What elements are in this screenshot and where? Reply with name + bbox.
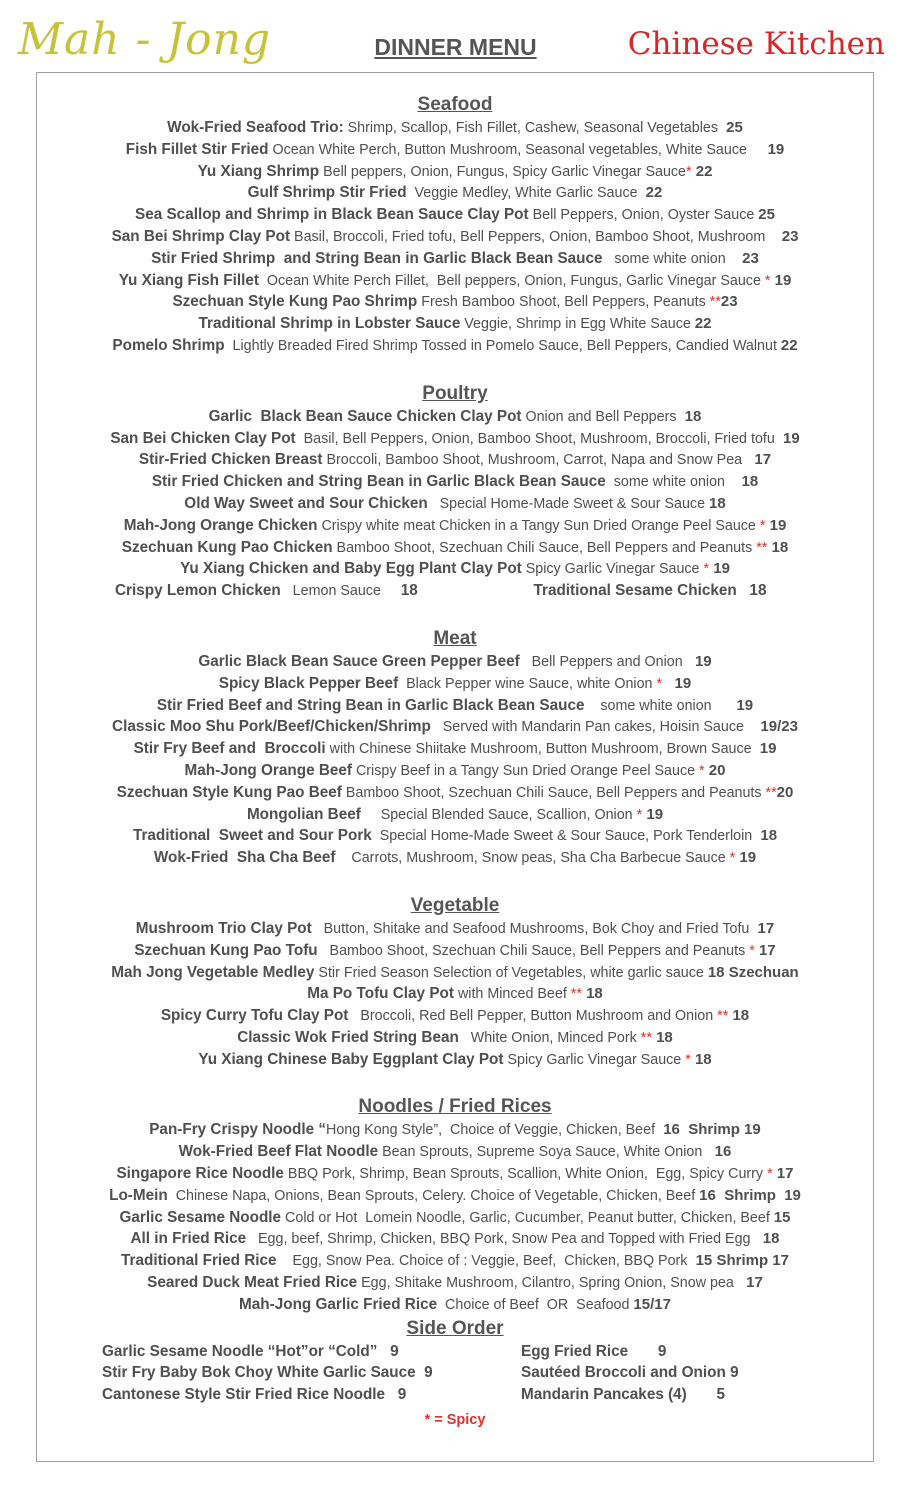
section-0 <box>40 92 870 357</box>
side-order-item: Stir Fry Baby Bok Choy White Garlic Sauce 9 <box>102 1364 433 1382</box>
item-name: Wok-Fried Beef Flat Noodle <box>178 1143 379 1161</box>
menu-item <box>40 291 870 313</box>
item-name: Mushroom Trio Clay Pot <box>135 919 312 937</box>
section-title: Poultry <box>422 382 488 404</box>
menu-item <box>40 847 870 869</box>
side-order-row <box>40 1341 870 1363</box>
menu-item <box>40 117 870 139</box>
menu-item <box>40 695 870 717</box>
item-price: 17 <box>746 451 772 469</box>
menu-item <box>40 1141 870 1163</box>
item-description: Button, Shitake and Seafood Mushrooms, Bok Choy and Fried Tofu <box>311 920 754 937</box>
item-name: Mongolian Beef <box>246 805 361 823</box>
item-name: Spicy Black Pepper Beef <box>218 674 399 692</box>
item-description: Bamboo Shoot, Szechuan Chili Sauce, Bell Peppers and Peanuts <box>332 539 757 556</box>
spicy-marker: * <box>636 806 643 823</box>
spicy-marker: ** <box>756 539 768 556</box>
item-description: Special Home-Made Sweet & Sour Sauce <box>427 495 709 512</box>
item-description: Choice of Beef OR Seafood <box>437 1296 634 1313</box>
section-2 <box>40 626 870 869</box>
menu-item <box>40 1027 870 1049</box>
menu-item <box>40 782 870 804</box>
item-name: Traditional Shrimp in Lobster Sauce <box>198 315 461 333</box>
side-order-row <box>40 1384 870 1406</box>
menu-item <box>40 182 870 204</box>
menu-item <box>40 471 870 493</box>
item-price: 18 Szechuan <box>707 963 799 981</box>
menu-item <box>40 1272 870 1294</box>
menu-item <box>40 962 870 984</box>
item-name: Seared Duck Meat Fried Rice <box>147 1274 358 1292</box>
item-price: 23 <box>729 249 759 267</box>
item-price: 18 <box>690 1050 712 1068</box>
menu-item <box>40 804 870 826</box>
item-price: 17 <box>772 1165 794 1183</box>
spicy-legend: * = Spicy <box>424 1412 486 1429</box>
item-name: Stir Fried Shrimp and String Bean in Garlic Black Bean Sauce <box>151 249 603 267</box>
item-description: Egg, beef, Shrimp, Chicken, BBQ Pork, Snow Pea and Topped with Fried Egg <box>246 1231 755 1248</box>
item-description: Egg, Snow Pea. Choice of : Veggie, Beef, Chicken, BBQ Pork <box>276 1253 692 1270</box>
item-price: 22 <box>780 336 798 354</box>
item-price: 19/23 <box>747 718 798 736</box>
item-price: 19 <box>778 429 800 447</box>
item-name: Garlic Sesame Noodle <box>119 1208 282 1226</box>
item-description: Basil, Broccoli, Fried tofu, Bell Peppers, Onion, Bamboo Shoot, Mushroom <box>290 228 770 245</box>
spicy-marker: * <box>749 942 755 959</box>
item-price: 25 <box>758 206 775 224</box>
item-name: Mah Jong Vegetable Medley <box>111 963 315 981</box>
menu-item <box>40 406 870 428</box>
item-name: Lo-Mein <box>109 1186 168 1204</box>
section-title: Meat <box>433 627 477 649</box>
menu-item <box>40 580 452 602</box>
item-description: Broccoli, Red Bell Pepper, Button Mushroom and Onion <box>348 1008 718 1025</box>
logo-chinese-kitchen: Chinese Kitchen <box>627 26 885 62</box>
item-name: San Bei Shrimp Clay Pot <box>111 227 291 245</box>
menu-item <box>40 1005 870 1027</box>
item-price: 16 Shrimp 19 <box>699 1186 801 1204</box>
section-title: Vegetable <box>410 894 500 916</box>
item-name: Stir Fried Beef and String Bean in Garlic Black Bean Sauce <box>156 696 585 714</box>
spicy-marker: * <box>764 272 771 289</box>
item-name: Pomelo Shrimp <box>112 336 225 354</box>
item-description: Onion and Bell Peppers <box>521 408 681 425</box>
spicy-marker: * <box>685 1051 691 1068</box>
item-name: Pan-Fry Crispy Noodle “ <box>149 1121 327 1139</box>
item-description: Bell Peppers, Onion, Oyster Sauce <box>528 207 759 224</box>
item-price: 18 <box>680 407 702 425</box>
item-price: 18 <box>581 985 603 1003</box>
item-price: 15/17 <box>633 1295 671 1313</box>
spicy-marker: ** <box>765 784 777 801</box>
menu-item <box>40 515 870 537</box>
item-name: Classic Wok Fried String Bean <box>237 1028 459 1046</box>
item-price: 19 <box>750 140 785 158</box>
item-description: Bell Peppers and Onion <box>519 653 687 670</box>
section-title: Noodles / Fried Rices <box>358 1096 552 1118</box>
item-description: Ocean White Perch, Button Mushroom, Seasonal vegetables, White Sauce <box>268 141 751 158</box>
item-price: 18 <box>767 538 789 556</box>
item-description: Shrimp, Scallop, Fish Fillet, Cashew, Seasonal Vegetables <box>343 120 722 136</box>
item-name: Gulf Shrimp Stir Fried <box>247 184 407 202</box>
item-description: Basil, Bell Peppers, Onion, Bamboo Shoot, Mushroom, Broccoli, Fried tofu <box>295 430 779 447</box>
item-name: Yu Xiang Shrimp <box>197 162 320 180</box>
item-name: Wok-Fried Seafood Trio: <box>167 119 344 136</box>
item-name: Mah-Jong Orange Beef <box>184 761 352 779</box>
spicy-marker: * <box>767 1166 773 1183</box>
page-title: DINNER MENU <box>374 34 537 60</box>
spicy-marker: ** <box>640 1029 652 1046</box>
item-price: 18 <box>728 1007 750 1025</box>
item-name: Sea Scallop and Shrimp in Black Bean Sauce Clay Pot <box>135 206 529 224</box>
side-order-item: Cantonese Style Stir Fried Rice Noodle 9 <box>102 1386 407 1404</box>
menu-item <box>40 537 870 559</box>
menu-item <box>40 1185 870 1207</box>
section-title: Side Order <box>406 1317 504 1339</box>
item-description: Lightly Breaded Fired Shrimp Tossed in Pomelo Sauce, Bell Peppers, Candied Walnut <box>224 337 781 354</box>
item-description: with Chinese Shiitake Mushroom, Button Mushroom, Brown Sauce <box>325 741 756 758</box>
item-price: 15 Shrimp 17 <box>691 1252 789 1270</box>
item-name: Stir Fried Chicken and String Bean in Garlic Black Bean Sauce <box>151 473 606 491</box>
item-description: Chinese Napa, Onions, Bean Sprouts, Celery. Choice of Vegetable, Chicken, Beef <box>167 1187 700 1204</box>
menu-item <box>40 760 870 782</box>
item-price: 19 <box>662 674 692 692</box>
item-price: 19 <box>686 652 712 670</box>
item-price: 17 <box>754 941 776 959</box>
item-price: 18 <box>651 1028 673 1046</box>
item-price: 18 <box>756 827 778 845</box>
item-name: Classic Moo Shu Pork/Beef/Chicken/Shrimp <box>112 718 431 736</box>
menu-item <box>40 825 870 847</box>
item-description: some white onion <box>584 697 716 714</box>
side-order-item: Garlic Sesame Noodle “Hot”or “Cold” 9 <box>102 1342 399 1360</box>
menu-item <box>40 716 870 738</box>
item-description: with Minced Beef <box>453 986 571 1003</box>
menu-item <box>40 335 870 357</box>
item-price: 19 <box>765 516 787 534</box>
menu-item <box>40 139 870 161</box>
item-description: BBQ Pork, Shrimp, Bean Sprouts, Scallion, White Onion, Egg, Spicy Curry <box>283 1166 768 1183</box>
menu-item <box>40 918 870 940</box>
menu-item <box>40 226 870 248</box>
menu-item <box>452 580 871 602</box>
item-name: Garlic Black Bean Sauce Green Pepper Beef <box>198 652 520 670</box>
item-description: Spicy Garlic Vinegar Sauce <box>521 561 704 578</box>
section-1 <box>40 381 870 602</box>
section-title: Seafood <box>417 94 493 115</box>
item-price: 19 <box>735 849 757 867</box>
item-price: 18 <box>736 582 767 600</box>
item-description: White Onion, Minced Pork <box>458 1029 641 1046</box>
side-order-item: Sautéed Broccoli and Onion 9 <box>521 1364 739 1382</box>
item-price: 15 <box>773 1208 791 1226</box>
item-price: 16 <box>706 1143 732 1161</box>
menu-item <box>40 1250 870 1272</box>
item-price: 25 <box>721 119 743 136</box>
item-price: 19 <box>642 805 664 823</box>
menu-item <box>40 449 870 471</box>
item-name: Mah-Jong Orange Chicken <box>123 516 318 534</box>
section-3 <box>40 893 870 1071</box>
item-description: some white onion <box>602 250 730 267</box>
item-name: Szechuan Kung Pao Tofu <box>134 941 318 959</box>
menu-item <box>40 940 870 962</box>
item-name: Singapore Rice Noodle <box>116 1165 284 1183</box>
item-description: Crispy Beef in a Tangy Sun Dried Orange Peel Sauce <box>351 762 700 779</box>
item-price: 19 <box>715 696 754 714</box>
spicy-marker: * <box>729 850 736 867</box>
item-name: All in Fried Rice <box>130 1230 247 1248</box>
logo-mah-jong: Mah - Jong <box>18 14 272 65</box>
item-price: 22 <box>694 315 712 333</box>
item-name: Yu Xiang Chinese Baby Eggplant Clay Pot <box>198 1050 504 1068</box>
item-description: Black Pepper wine Sauce, white Onion <box>398 675 657 692</box>
side-order-item: Egg Fried Rice 9 <box>521 1342 667 1360</box>
menu-item <box>40 983 870 1005</box>
item-description: Served with Mandarin Pan cakes, Hoisin Sauce <box>430 719 748 736</box>
menu-item <box>40 651 870 673</box>
side-order-section <box>40 1316 870 1432</box>
item-name: Fish Fillet Stir Fried <box>125 140 269 158</box>
menu-item <box>40 161 870 183</box>
item-price: 18 <box>709 494 726 512</box>
item-name: Stir Fry Beef and Broccoli <box>133 740 326 758</box>
item-name: Szechuan Style Kung Pao Beef <box>116 783 342 801</box>
menu-item <box>40 428 870 450</box>
spicy-marker: * <box>703 561 710 578</box>
item-name: Wok-Fried Sha Cha Beef <box>153 849 336 867</box>
side-order-item: Mandarin Pancakes (4) 5 <box>521 1386 726 1404</box>
item-name: Traditional Fried Rice <box>121 1252 277 1270</box>
item-description: some white onion <box>605 474 729 491</box>
menu-content <box>40 92 870 1432</box>
item-price: 17 <box>737 1274 763 1292</box>
spicy-marker: * <box>699 762 705 779</box>
item-price: 22 <box>691 162 713 180</box>
item-name: Yu Xiang Fish Fillet <box>118 271 259 289</box>
item-price: 20 <box>704 761 726 779</box>
menu-item <box>40 1163 870 1185</box>
item-description: Veggie, Shrimp in Egg White Sauce <box>460 316 695 333</box>
item-price: 19 <box>770 271 792 289</box>
item-name: Yu Xiang Chicken and Baby Egg Plant Clay Pot <box>180 560 522 578</box>
item-description: Carrots, Mushroom, Snow peas, Sha Cha Barbecue Sauce <box>335 850 730 867</box>
menu-item <box>40 1207 870 1229</box>
menu-item <box>40 1119 870 1141</box>
item-price: 18 <box>400 582 418 600</box>
item-description: Cold or Hot Lomein Noodle, Garlic, Cucumber, Peanut butter, Chicken, Beef <box>281 1209 774 1226</box>
item-name: Szechuan Style Kung Pao Shrimp <box>172 293 418 311</box>
item-name: Spicy Curry Tofu Clay Pot <box>160 1007 349 1025</box>
spicy-marker: ** <box>717 1008 729 1025</box>
menu-item <box>40 1228 870 1250</box>
item-description: Stir Fried Season Selection of Vegetables, white garlic sauce <box>314 964 708 981</box>
menu-item <box>40 1049 870 1071</box>
item-price: 23 <box>720 293 738 311</box>
menu-item <box>40 313 870 335</box>
menu-item <box>40 248 870 270</box>
item-name: Crispy Lemon Chicken <box>115 582 281 600</box>
item-description: Ocean White Perch Fillet, Bell peppers, Onion, Fungus, Garlic Vinegar Sauce <box>258 272 765 289</box>
item-description: Crispy white meat Chicken in a Tangy Sun Dried Orange Peel Sauce <box>317 517 760 534</box>
item-name: Traditional Sesame Chicken <box>533 582 737 600</box>
menu-item <box>40 493 870 515</box>
menu-item <box>40 270 870 292</box>
spicy-marker: * <box>656 675 663 692</box>
item-price: 18 <box>728 473 759 491</box>
item-name: Ma Po Tofu Clay Pot <box>307 985 454 1003</box>
item-description: Special Home-Made Sweet & Sour Sauce, Pork Tenderloin <box>371 828 757 845</box>
menu-item-pair <box>40 580 870 602</box>
item-name: San Bei Chicken Clay Pot <box>110 429 296 447</box>
item-price: 17 <box>753 919 775 937</box>
item-price: 23 <box>769 227 799 245</box>
item-description: Broccoli, Bamboo Shoot, Mushroom, Carrot, Napa and Snow Pea <box>322 452 747 469</box>
item-price: 22 <box>641 184 663 202</box>
spicy-marker: ** <box>570 986 582 1003</box>
item-description: Bamboo Shoot, Szechuan Chili Sauce, Bell Peppers and Peanuts <box>317 942 750 959</box>
item-name: Szechuan Kung Pao Chicken <box>121 538 333 556</box>
spicy-marker: * <box>686 163 692 180</box>
item-name: Garlic Black Bean Sauce Chicken Clay Pot <box>208 407 522 425</box>
section-4 <box>40 1094 870 1315</box>
item-description: Veggie Medley, White Garlic Sauce <box>406 185 642 202</box>
item-description: Spicy Garlic Vinegar Sauce <box>503 1051 686 1068</box>
item-description: Bean Sprouts, Supreme Soya Sauce, White Onion <box>378 1144 707 1161</box>
item-description: Bamboo Shoot, Szechuan Chili Sauce, Bell Peppers and Peanuts <box>341 784 766 801</box>
spicy-marker: ** <box>709 294 721 311</box>
item-name: Stir-Fried Chicken Breast <box>138 451 323 469</box>
item-description: Egg, Shitake Mushroom, Cilantro, Spring Onion, Snow pea <box>357 1275 738 1292</box>
item-description: Special Blended Sauce, Scallion, Onion <box>360 806 637 823</box>
item-description: Hong Kong Style”, Choice of Veggie, Chicken, Beef <box>326 1122 660 1139</box>
menu-item <box>40 558 870 580</box>
item-price: 18 <box>754 1230 780 1248</box>
side-order-row <box>40 1362 870 1384</box>
item-price: 20 <box>776 783 794 801</box>
item-name: Old Way Sweet and Sour Chicken <box>184 494 428 512</box>
menu-item <box>40 673 870 695</box>
menu-item <box>40 1294 870 1316</box>
item-name: Traditional Sweet and Sour Pork <box>132 827 372 845</box>
menu-item <box>40 738 870 760</box>
item-price: 19 <box>755 740 777 758</box>
item-description: Lemon Sauce <box>280 583 401 600</box>
item-price: 16 Shrimp 19 <box>659 1121 761 1139</box>
item-description: Bell peppers, Onion, Fungus, Spicy Garlic Vinegar Sauce <box>319 163 686 180</box>
item-description: Fresh Bamboo Shoot, Bell Peppers, Peanuts <box>417 294 710 311</box>
item-name: Mah-Jong Garlic Fried Rice <box>239 1295 438 1313</box>
spicy-marker: * <box>759 517 766 534</box>
menu-item <box>40 204 870 226</box>
item-price: 19 <box>709 560 730 578</box>
